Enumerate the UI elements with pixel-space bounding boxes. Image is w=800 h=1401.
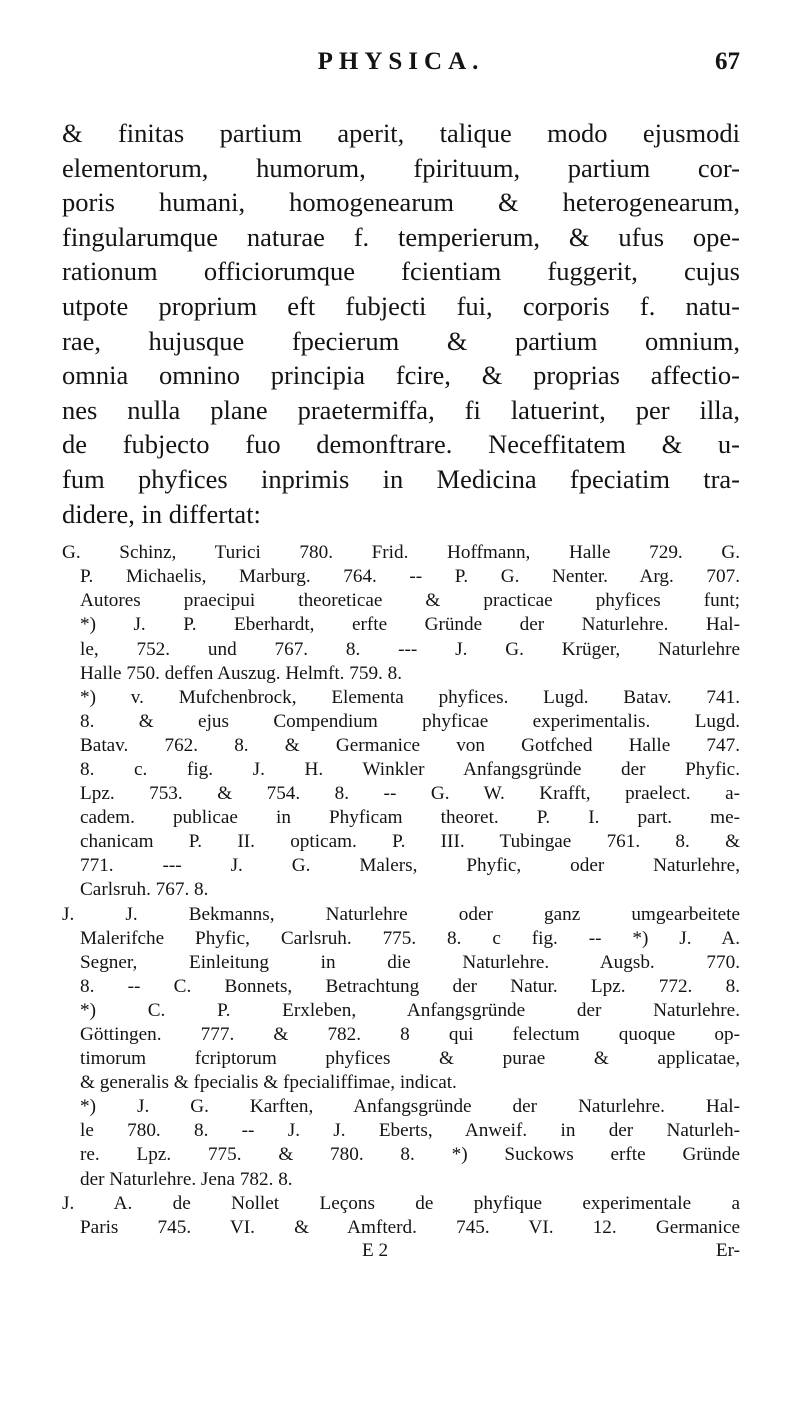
paragraph-line: elementorum, humorum, fpirituum, partium cor- <box>62 152 740 183</box>
paragraph-line: omnia omnino principia fcire, & proprias affectio- <box>62 360 740 391</box>
catchword: Er- <box>715 1239 740 1261</box>
reference-line: J. A. de Nollet Leçons de phyfique experimentale a <box>62 1192 740 1214</box>
reference-line: timorum fcriptorum phyfices & purae & applicatae, <box>80 1048 740 1070</box>
paragraph-line: poris humani, homogenearum & heterogenearum, <box>62 187 740 218</box>
reference-list <box>62 541 740 1240</box>
reference-line: Paris 745. VI. & Amfterd. 745. VI. 12. Germanice <box>80 1216 740 1238</box>
paragraph-line: nes nulla plane praetermiffa, fi latuerint, per illa, <box>62 394 740 425</box>
reference-line: Carlsruh. 767. 8. <box>80 879 209 901</box>
paragraph-line: utpote proprium eft fubjecti fui, corporis f. natu- <box>62 290 740 321</box>
reference-line: 8. c. fig. J. H. Winkler Anfangsgründe der Phyfic. <box>80 758 740 780</box>
reference-line: Lpz. 753. & 754. 8. -- G. W. Krafft, praelect. a- <box>80 783 740 805</box>
main-paragraph <box>62 116 740 531</box>
reference-line: 8. -- C. Bonnets, Betrachtung der Natur. Lpz. 772. 8. <box>80 975 740 997</box>
reference-line: cadem. publicae in Phyficam theoret. P. I. part. me- <box>80 807 740 829</box>
reference-line: 8. & ejus Compendium phyficae experimentalis. Lugd. <box>80 710 740 732</box>
reference-line: & generalis & fpecialis & fpecialiffimae, indicat. <box>80 1072 457 1094</box>
reference-line: Malerifche Phyfic, Carlsruh. 775. 8. c fig. -- *) J. A. <box>80 927 740 949</box>
reference-line: Batav. 762. 8. & Germanice von Gotfched Halle 747. <box>80 734 740 756</box>
reference-line: *) J. P. Eberhardt, erfte Gründe der Naturlehre. Hal- <box>80 614 740 636</box>
reference-line: re. Lpz. 775. & 780. 8. *) Suckows erfte Gründe <box>80 1144 740 1166</box>
paragraph-line: rationum officiorumque fcientiam fuggerit, cujus <box>62 256 740 287</box>
reference-line: P. Michaelis, Marburg. 764. -- P. G. Nenter. Arg. 707. <box>80 566 740 588</box>
reference-line: Segner, Einleitung in die Naturlehre. Augsb. 770. <box>80 951 740 973</box>
book-page <box>0 48 800 1401</box>
paragraph-line: fingularumque naturae f. temperierum, & ufus ope- <box>62 221 740 252</box>
reference-line: der Naturlehre. Jena 782. 8. <box>80 1168 293 1190</box>
reference-line: 771. --- J. G. Malers, Phyfic, oder Naturlehre, <box>80 855 740 877</box>
reference-line: Halle 750. deffen Auszug. Helmft. 759. 8. <box>80 662 403 684</box>
reference-line: Autores praecipui theoreticae & practicae phyfices funt; <box>80 590 740 612</box>
page-number: 67 <box>715 48 740 75</box>
signature-mark: E 2 <box>362 1239 389 1261</box>
paragraph-line: de fubjecto fuo demonftrare. Neceffitatem & u- <box>62 429 740 460</box>
reference-line: le 780. 8. -- J. J. Eberts, Anweif. in der Naturleh- <box>80 1120 740 1142</box>
paragraph-line: & finitas partium aperit, talique modo ejusmodi <box>62 118 740 148</box>
reference-line: Göttingen. 777. & 782. 8 qui felectum quoque op- <box>80 1024 740 1045</box>
page-footer <box>62 1240 740 1268</box>
paragraph-line: rae, hujusque fpecierum & partium omnium, <box>62 325 740 356</box>
running-title: PHYSICA. <box>317 48 485 75</box>
reference-line: chanicam P. II. opticam. P. III. Tubingae 761. 8. & <box>80 831 740 853</box>
paragraph-line: didere, in differtat: <box>62 498 261 529</box>
reference-line: *) C. P. Erxleben, Anfangsgründe der Naturlehre. <box>80 999 740 1021</box>
paragraph-line: fum phyfices inprimis in Medicina fpeciatim tra- <box>62 463 740 494</box>
reference-line: *) J. G. Karften, Anfangsgründe der Naturlehre. Hal- <box>80 1096 740 1118</box>
reference-line: G. Schinz, Turici 780. Frid. Hoffmann, Halle 729. G. <box>62 542 740 564</box>
reference-line: *) v. Mufchenbrock, Elementa phyfices. Lugd. Batav. 741. <box>80 686 740 708</box>
page-header <box>62 48 740 90</box>
reference-line: J. J. Bekmanns, Naturlehre oder ganz umgearbeitete <box>62 903 740 925</box>
reference-line: le, 752. und 767. 8. --- J. G. Krüger, Naturlehre <box>80 638 740 660</box>
